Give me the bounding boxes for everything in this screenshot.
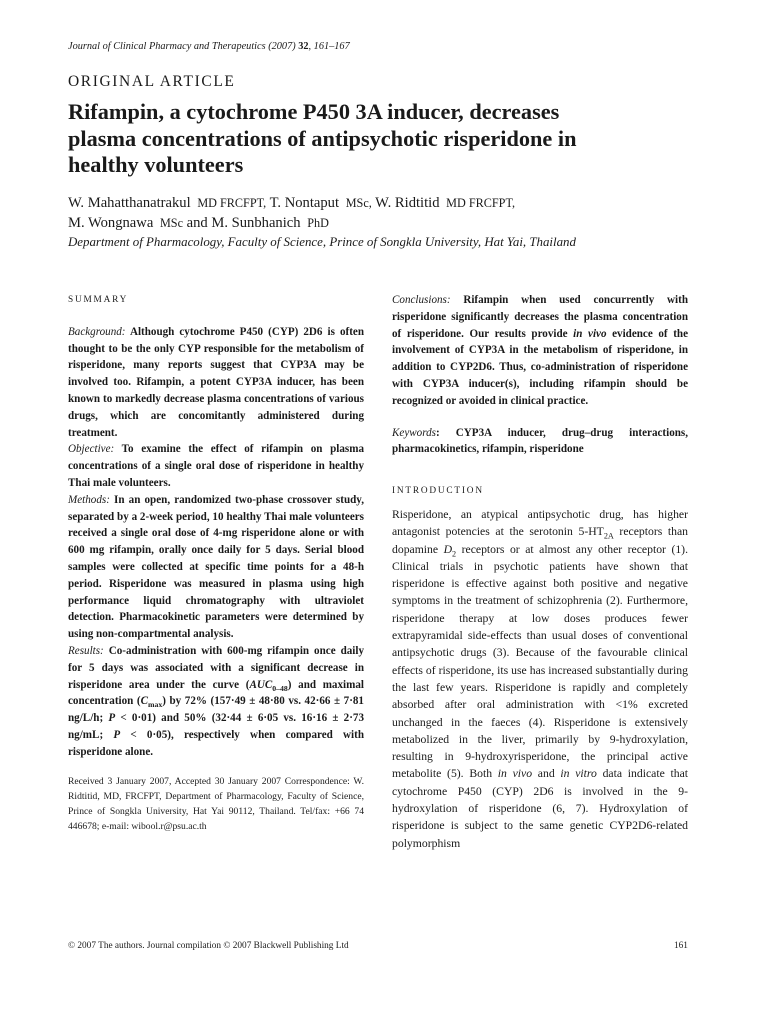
author-conjunction: and: [186, 215, 208, 231]
author-list: [68, 193, 728, 233]
results-label: Results:: [68, 644, 104, 657]
d2-symbol: D: [443, 542, 453, 556]
journal-citation: [68, 41, 350, 52]
author-name: M. Wongnawa: [68, 215, 154, 231]
methods-paragraph: [68, 492, 364, 643]
article-title: [68, 99, 728, 179]
journal-volume: 32: [298, 41, 309, 52]
author-line: [68, 213, 728, 233]
p-symbol: P: [113, 728, 121, 741]
title-line: Rifampin, a cytochrome P450 3A inducer, decreases: [68, 99, 560, 124]
in-vivo-term: in vivo: [573, 327, 607, 340]
p-symbol: P: [108, 712, 116, 725]
author-name: M. Sunbhanich: [211, 215, 301, 231]
author-degree: MD FRCFPT,: [446, 196, 516, 210]
keywords-paragraph: [392, 425, 688, 459]
intro-text: Risperidone, an atypical antipsychotic drug, has higher antagonist potencies at the serotonin 5-HT: [392, 507, 688, 539]
objective-paragraph: [68, 441, 364, 491]
introduction-heading: INTRODUCTION: [392, 486, 484, 497]
d2-subscript: 2: [452, 548, 457, 558]
left-column: [68, 292, 364, 844]
author-name: W. Ridtitid: [375, 195, 440, 211]
title-line: healthy volunteers: [68, 152, 244, 177]
journal-pages: , 161–167: [308, 41, 350, 52]
in-vitro-term: in vitro: [560, 767, 597, 781]
methods-text: In an open, randomized two-phase crossover study, separated by a 2-week period, 10 healthy Thai male volunteers received a single oral dose of 4-mg risperidone alone or with 600 mg rifampin, orally once daily for 5 days. Serial blood samples were collected at specific time points for a 48-h period. Risperidone was measured in plasma using high performance liquid chromatography with ultraviolet detection. Pharmacokinetic parameters were determined by using non-compartmental analysis.: [68, 493, 364, 641]
background-paragraph: [68, 324, 364, 442]
ht2a-subscript: 2A: [603, 531, 614, 541]
author-name: W. Mahatthanatrakul: [68, 195, 191, 211]
cmax-subscript: max: [147, 700, 163, 710]
introduction-paragraph: [392, 506, 688, 852]
results-text: Co-administration with 600-mg rifampin once daily for 5 days was associated with a significant decrease in risperidone area under the curve (: [68, 644, 365, 691]
results-text: ) and maximal concentration (: [68, 678, 364, 708]
background-text: Although cytochrome P450 (CYP) 2D6 is often thought to be the only CYP responsible for the metabolism of risperidone, many reports suggest that CYP3A may be involved too. Rifampin, a potent CYP3A inducer, has been known to markedly decrease plasma concentrations of various drugs, which are concomitantly administered during treatment.: [68, 325, 364, 439]
cmax-symbol: C: [140, 695, 148, 708]
keywords-label: Keywords: [392, 426, 436, 439]
conclusions-text: Rifampin when used concurrently with risperidone significantly decreases the plasma concentration of risperidone. Our results provide: [392, 294, 688, 340]
conclusions-paragraph: [392, 292, 688, 410]
journal-year: (2007): [268, 41, 296, 52]
objective-label: Objective:: [68, 443, 115, 456]
title-line: plasma concentrations of antipsychotic risperidone in: [68, 125, 577, 151]
intro-text: receptors than dopamine: [392, 525, 689, 556]
author-degree: MSc: [159, 216, 183, 230]
right-column: [392, 292, 688, 852]
intro-text: receptors or at almost any other receptor (1). Clinical trials in psychotic patients have shown that risperidone is effective against both positive and negative symptoms in the treatment of schizophrenia (2). Furthermore, risperidone therapy at low doses produces fewer extrapyramidal side-effects than usual doses of conventional antipsychotic drugs (3). Because of the favourable clinical effects of risperidone, its use has increased substantially during the last few years. Risperidone is rapidly and completely absorbed after oral administration with <1% excreted unchanged in the faeces (4). Risperidone is extensively metabolized in the liver, primarily by 9-hydroxylation, resulting in 9-hydroxyrisperidone, the principal active metabolite (5). Both: [392, 542, 688, 781]
auc-symbol: AUC: [249, 678, 273, 691]
keywords-text: : CYP3A inducer, drug–drug interactions, pharmacokinetics, rifampin, risperidone: [392, 426, 688, 456]
author-degree: MD FRCFPT,: [197, 196, 267, 210]
intro-text: and: [532, 767, 561, 781]
journal-name: Journal of Clinical Pharmacy and Therapeutics: [68, 41, 266, 52]
article-type: ORIGINAL ARTICLE: [68, 73, 236, 90]
author-line: [68, 193, 728, 213]
page-number: 161: [674, 941, 688, 951]
copyright-footer: © 2007 The authors. Journal compilation © 2007 Blackwell Publishing Ltd: [68, 941, 349, 951]
background-label: Background:: [68, 325, 126, 338]
objective-text: To examine the effect of rifampin on plasma concentrations of a single oral dose of risperidone in healthy Thai male volunteers.: [68, 443, 364, 489]
results-paragraph: [68, 643, 364, 761]
received-correspondence-note: Received 3 January 2007, Accepted 30 January 2007 Correspondence: W. Ridtitid, MD, FRCFPT, Department of Pharmacology, Faculty of Science, Prince of Songkla University, Hat Yai 90112, Thailand. Tel/fax: +66 74 446678; e-mail: wibool.r@psu.ac.th: [68, 775, 364, 833]
in-vivo-term: in vivo: [497, 767, 533, 781]
author-affiliation: Department of Pharmacology, Faculty of Science, Prince of Songkla University, Hat Yai, Thailand: [68, 235, 576, 249]
results-text: < 0·01) and 50% (32·44 ± 6·05 vs. 16·16 ± 2·73 ng/mL;: [68, 712, 364, 741]
results-text: < 0·05), respectively when compared with risperidone alone.: [68, 728, 364, 758]
author-degree: MSc,: [345, 196, 372, 210]
author-name: T. Nontaput: [269, 195, 340, 211]
intro-text: data indicate that cytochrome P450 (CYP) 2D6 is involved in the 9-hydroxylation of risperidone (6, 7). Hydroxylation of risperidone is subject to the same genetic CYP2D6-related polymorphism: [392, 767, 689, 850]
conclusions-label: Conclusions:: [392, 294, 451, 306]
author-degree: PhD: [307, 216, 329, 230]
conclusions-text: evidence of the involvement of CYP3A in the metabolism of risperidone, in addition to CYP2D6. Thus, co-administration of risperidone with CYP3A inducer(s), including rifampin should be recognized or avoided in clinical practice.: [392, 327, 689, 407]
methods-label: Methods:: [68, 493, 110, 506]
auc-subscript: 0–48: [272, 683, 288, 693]
results-text: ) by 72% (157·49 ± 48·80 vs. 42·66 ± 7·81 ng/L/h;: [68, 695, 364, 725]
summary-heading: SUMMARY: [68, 295, 129, 305]
